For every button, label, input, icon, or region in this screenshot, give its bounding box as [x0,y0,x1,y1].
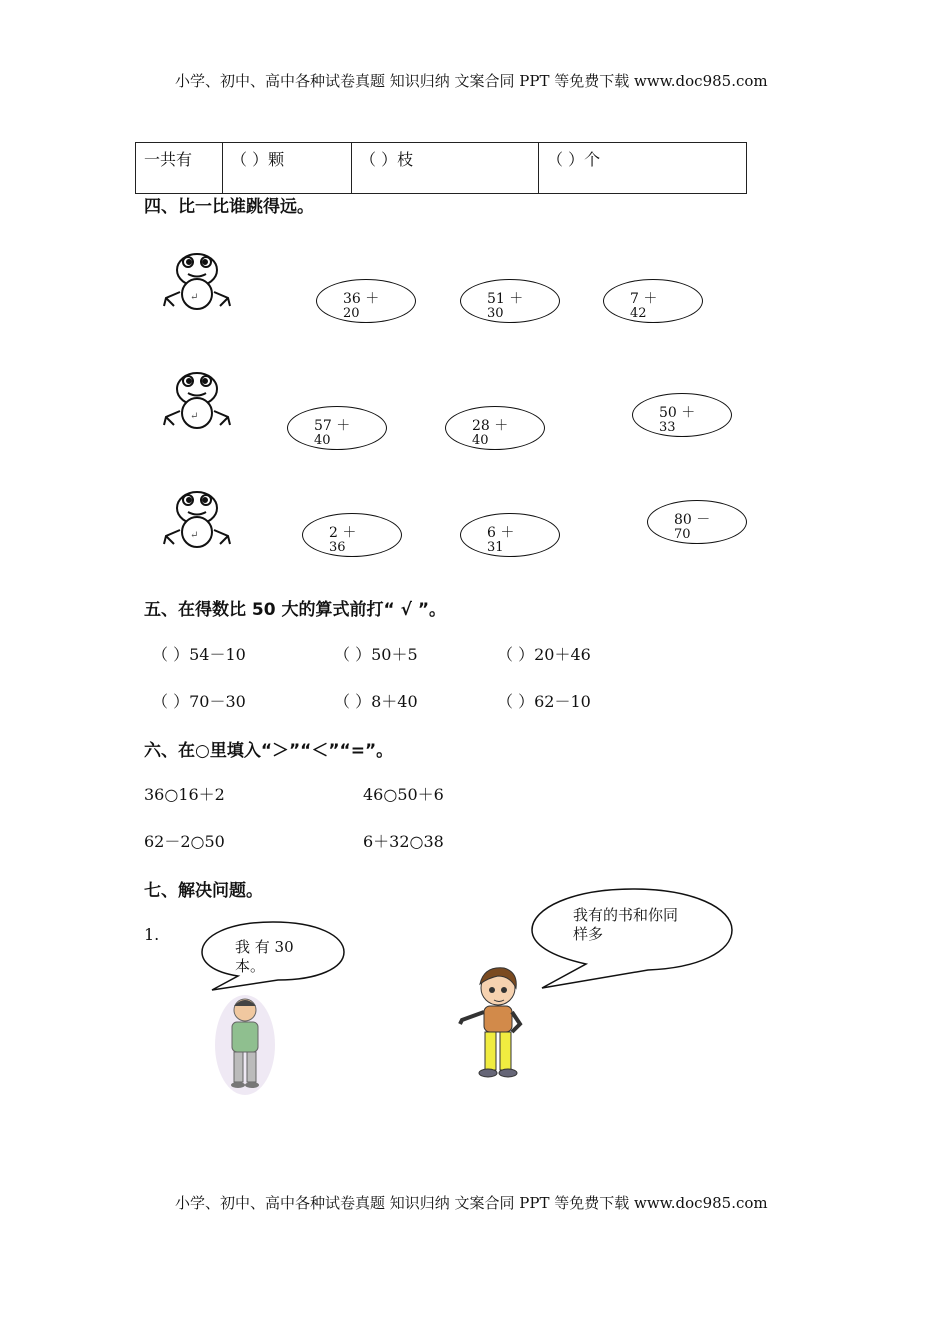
expression-oval [460,513,560,557]
table-cell-candy: （ ）颗 [223,143,352,194]
check-item[interactable]: （ ）70－30 [152,692,246,711]
expression-oval [316,279,416,323]
expression-bottom: 40 [314,433,331,448]
frog-icon [160,486,234,550]
speech-bubble [528,886,738,990]
expression-top: 57 ＋ [314,418,351,434]
question-number: 1. [144,925,160,944]
svg-text:↵: ↵ [190,292,199,303]
expression-top: 28 ＋ [472,418,509,434]
bubble-text: 样多 [573,925,604,943]
expression-top: 7 ＋ [630,291,658,307]
expression-bottom: 40 [472,433,489,448]
expression-top: 36 ＋ [343,291,380,307]
compare-item[interactable]: 6＋32○38 [363,832,444,851]
expression-oval [647,500,747,544]
check-item[interactable]: （ ）50＋5 [334,645,418,664]
count-table [135,142,747,194]
expression-oval [287,406,387,450]
compare-item[interactable]: 36○16＋2 [144,785,225,804]
check-item[interactable]: （ ）8＋40 [334,692,418,711]
check-item[interactable]: （ ）62－10 [497,692,591,711]
check-item[interactable]: （ ）54－10 [152,645,246,664]
expression-top: 51 ＋ [487,291,524,307]
expression-top: 6 ＋ [487,525,515,541]
svg-text:↵: ↵ [190,411,199,422]
expression-bottom: 70 [674,527,691,542]
table-row [136,143,747,194]
bubble-text: 我 有 30 [235,938,294,956]
expression-top: 2 ＋ [329,525,357,541]
expression-bottom: 36 [329,540,346,555]
page-header: 小学、初中、高中各种试卷真题 知识归纳 文案合同 PPT 等免费下载 www.doc985.com [175,72,768,90]
section-5-title: 五、在得数比 50 大的算式前打“ √ ”。 [144,600,447,620]
page-footer: 小学、初中、高中各种试卷真题 知识归纳 文案合同 PPT 等免费下载 www.doc985.com [175,1194,768,1212]
compare-item[interactable]: 46○50＋6 [363,785,444,804]
table-cell-pencil: （ ）枝 [352,143,539,194]
expression-bottom: 31 [487,540,504,555]
table-cell-item: （ ）个 [539,143,747,194]
expression-oval [460,279,560,323]
expression-bottom: 20 [343,306,360,321]
expression-oval [603,279,703,323]
expression-bottom: 33 [659,420,676,435]
expression-oval [632,393,732,437]
check-item[interactable]: （ ）20＋46 [497,645,591,664]
expression-oval [445,406,545,450]
expression-top: 50 ＋ [659,405,696,421]
compare-item[interactable]: 62－2○50 [144,832,225,851]
section-4-title: 四、比一比谁跳得远。 [144,197,314,217]
expression-bottom: 42 [630,306,647,321]
expression-top: 80 － [674,512,711,528]
table-cell-label: 一共有 [136,143,223,194]
frog-icon [160,367,234,431]
section-7-title: 七、解决问题。 [144,881,263,901]
bubble-text: 本。 [235,957,266,975]
frog-icon [160,248,234,312]
cartoon-boy-icon [454,962,534,1082]
expression-bottom: 30 [487,306,504,321]
bubble-text: 我有的书和你同 [573,906,679,924]
svg-text:↵: ↵ [190,530,199,541]
boy-figure-icon [212,990,278,1096]
expression-oval [302,513,402,557]
section-6-title: 六、在○里填入“＞”“＜”“=”。 [144,741,394,761]
